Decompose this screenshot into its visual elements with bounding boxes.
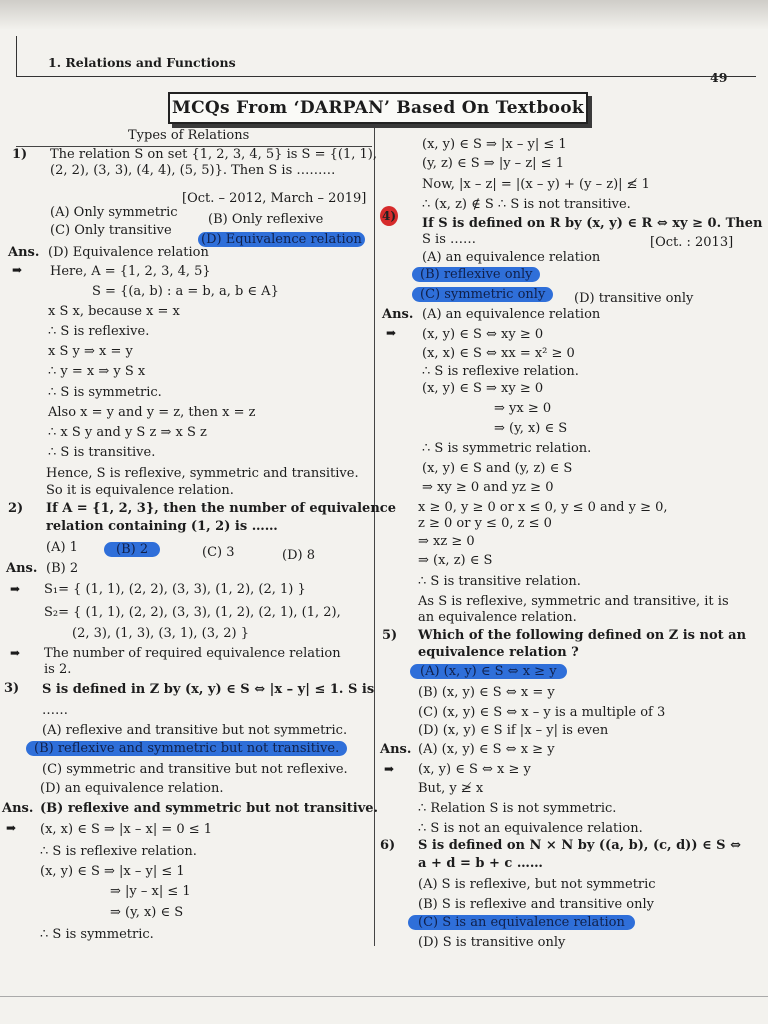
answer-text: (B) 2 [46,561,79,576]
option-a: (A) S is reflexive, but not symmetric [418,877,656,892]
option-a-highlighted [410,664,567,680]
highlight-mark: (D) Equivalence relation [198,232,365,247]
solution-line: Also x = y and y = z, then x = z [48,405,256,420]
question-number: 6) [380,838,396,853]
option-b: (B) Only reflexive [208,212,324,227]
solution-line: (2, 3), (1, 3), (3, 1), (3, 2) } [72,626,249,641]
solution-line: Here, A = {1, 2, 3, 4, 5} [50,264,211,279]
question-number: 5) [382,628,398,643]
answer-text: (D) Equivalence relation [48,245,209,260]
question-text: S is defined in Z by (x, y) ∈ S ⇔ |x – y| ≤ 1. S is [42,682,375,697]
option-d: (D) an equivalence relation. [40,781,224,796]
option-c: (C) (x, y) ∈ S ⇔ x – y is a multiple of 3 [418,705,666,720]
answer-text: (A) (x, y) ∈ S ⇔ x ≥ y [418,742,555,757]
solution-line: is 2. [44,662,72,677]
solution-line: ∴ (x, z) ∉ S ∴ S is not transitive. [422,197,631,212]
option-b-highlighted [412,267,540,283]
solution-line: ⇒ (x, z) ∈ S [418,553,493,568]
answer-label: Ans. [6,561,38,576]
solution-line: ∴ S is reflexive relation. [422,364,579,379]
highlight-mark: (B) 2 [104,542,160,557]
solution-line: Now, |x – z| = |(x – y) + (y – z)| ≰ 1 [422,177,650,192]
exam-reference: [Oct. – 2012, March – 2019] [182,191,367,206]
solution-line: an equivalence relation. [418,610,577,625]
solution-line: S₂= { (1, 1), (2, 2), (3, 3), (1, 2), (2, 1), (1, 2), [44,605,341,620]
answer-label: Ans. [8,245,40,260]
answer-label: Ans. [382,307,414,322]
solution-line: ∴ S is symmetric. [48,385,162,400]
solution-line: ⇒ xy ≥ 0 and yz ≥ 0 [422,480,554,495]
solution-line: x S x, because x = x [48,304,180,319]
page-bottom-edge [0,996,768,997]
option-b-highlighted [26,741,347,757]
option-c-highlighted [412,287,553,303]
page-number: 49 [710,70,728,85]
question-text: a + d = b + c …… [418,856,543,871]
section-banner [168,92,588,124]
solution-arrow-icon: ➡ [6,821,17,835]
solution-line: x S y ⇒ x = y [48,344,133,359]
question-text: …… [42,703,68,718]
header-rule [16,76,756,77]
solution-arrow-icon: ➡ [384,762,395,776]
option-d: (D) transitive only [574,291,694,306]
question-text: equivalence relation ? [418,645,579,660]
answer-text: (B) reflexive and symmetric but not transitive. [40,801,379,816]
solution-line: (x, x) ∈ S ⇔ xx = x² ≥ 0 [422,346,575,361]
highlight-mark: (C) S is an equivalence relation [408,915,635,930]
option-c-highlighted [408,915,635,931]
solution-line: ∴ Relation S is not symmetric. [418,801,617,816]
solution-line: ∴ S is symmetric. [40,927,154,942]
solution-line: ⇒ (y, x) ∈ S [110,905,184,920]
question-number: 1) [12,147,28,162]
solution-line: x ≥ 0, y ≥ 0 or x ≤ 0, y ≤ 0 and y ≥ 0, [418,500,668,515]
solution-line: ∴ x S y and y S z ⇒ x S z [48,425,207,440]
question-number: 2) [8,501,24,516]
solution-line: ⇒ xz ≥ 0 [418,534,475,549]
page-top-shadow [0,0,768,30]
solution-line: (x, y) ∈ S ⇒ |x – y| ≤ 1 [422,137,567,152]
option-b: (B) S is reflexive and transitive only [418,897,654,912]
solution-line: (x, y) ∈ S ⇒ |x – y| ≤ 1 [40,864,185,879]
option-b: (B) (x, y) ∈ S ⇔ x = y [418,685,555,700]
solution-arrow-icon: ➡ [386,326,397,340]
subsection-title: Types of Relations [128,128,250,143]
highlight-mark: (B) reflexive and symmetric but not transitive. [26,741,347,756]
highlight-mark: (A) (x, y) ∈ S ⇔ x ≥ y [410,664,567,679]
solution-line: Hence, S is reflexive, symmetric and transitive. [46,466,359,481]
option-a: (A) Only symmetric [50,205,178,220]
solution-line: ⇒ yx ≥ 0 [494,401,552,416]
option-d: (D) S is transitive only [418,935,566,950]
solution-arrow-icon: ➡ [12,263,23,277]
solution-line: ∴ S is reflexive. [48,324,150,339]
highlight-mark: (B) reflexive only [412,267,540,282]
option-c: (C) symmetric and transitive but not reflexive. [42,762,348,777]
option-b-highlighted [104,542,160,558]
column-divider [374,128,375,946]
question-text: If A = {1, 2, 3}, then the number of equivalence [46,501,396,516]
question-text: Which of the following defined on Z is not an [418,628,747,643]
header-left-rule [16,36,17,76]
question-number-marker [380,206,398,226]
solution-line: The number of required equivalence relation [44,646,341,661]
highlight-mark: (C) symmetric only [412,287,553,302]
question-text: S is …… [422,232,476,247]
option-d: (D) 8 [282,548,315,563]
answer-label: Ans. [380,742,412,757]
question-text: The relation S on set {1, 2, 3, 4, 5} is S = {(1, 1), [50,147,377,162]
solution-line: So it is equivalence relation. [46,483,234,498]
answer-text: (A) an equivalence relation [422,307,601,322]
solution-line: ∴ y = x ⇒ y S x [48,364,146,379]
banner-text: MCQs From ‘DARPAN’ Based On Textbook [171,98,585,118]
solution-line: ∴ S is transitive relation. [418,574,581,589]
question-text: (2, 2), (3, 3), (4, 4), (5, 5)}. Then S is ……… [50,163,336,178]
solution-arrow-icon: ➡ [10,646,21,660]
solution-line: ∴ S is not an equivalence relation. [418,821,643,836]
answer-label: Ans. [2,801,34,816]
option-a: (A) reflexive and transitive but not symmetric. [42,723,348,738]
solution-line: ∴ S is symmetric relation. [422,441,592,456]
solution-line: z ≥ 0 or y ≤ 0, z ≤ 0 [418,516,552,531]
option-d: (D) (x, y) ∈ S if |x – y| is even [418,723,609,738]
solution-line: ⇒ (y, x) ∈ S [494,421,568,436]
exam-reference: [Oct. : 2013] [650,235,734,250]
option-a: (A) an equivalence relation [422,250,601,265]
option-c: (C) Only transitive [50,223,172,238]
solution-line: ∴ S is reflexive relation. [40,844,197,859]
solution-line: (x, y) ∈ S and (y, z) ∈ S [422,461,573,476]
question-text: relation containing (1, 2) is …… [46,519,278,534]
question-text: If S is defined on R by (x, y) ∈ R ⇔ xy ≥ 0. Then [422,216,763,231]
question-text: S is defined on N × N by ((a, b), (c, d)) ∈ S ⇔ [418,838,741,853]
solution-line: As S is reflexive, symmetric and transitive, it is [418,594,729,609]
solution-line: (x, y) ∈ S ⇒ xy ≥ 0 [422,381,544,396]
question-number: 4) [381,209,397,223]
option-a: (A) 1 [46,540,78,555]
solution-line: S₁= { (1, 1), (2, 2), (3, 3), (1, 2), (2, 1) } [44,582,306,597]
option-c: (C) 3 [202,545,235,560]
solution-line: ∴ S is transitive. [48,445,156,460]
solution-line: (x, y) ∈ S ⇔ xy ≥ 0 [422,327,544,342]
solution-line: (x, y) ∈ S ⇔ x ≥ y [418,762,531,777]
solution-line: S = {(a, b) : a = b, a, b ∈ A} [92,284,279,299]
solution-line: (x, x) ∈ S ⇒ |x – x| = 0 ≤ 1 [40,822,213,837]
chapter-title: 1. Relations and Functions [48,55,236,70]
option-d-highlighted [198,232,365,248]
solution-line: But, y ≱ x [418,781,484,796]
solution-arrow-icon: ➡ [10,582,21,596]
solution-line: (y, z) ∈ S ⇒ |y – z| ≤ 1 [422,156,564,171]
solution-line: ⇒ |y – x| ≤ 1 [110,884,191,899]
question-number: 3) [4,681,20,696]
